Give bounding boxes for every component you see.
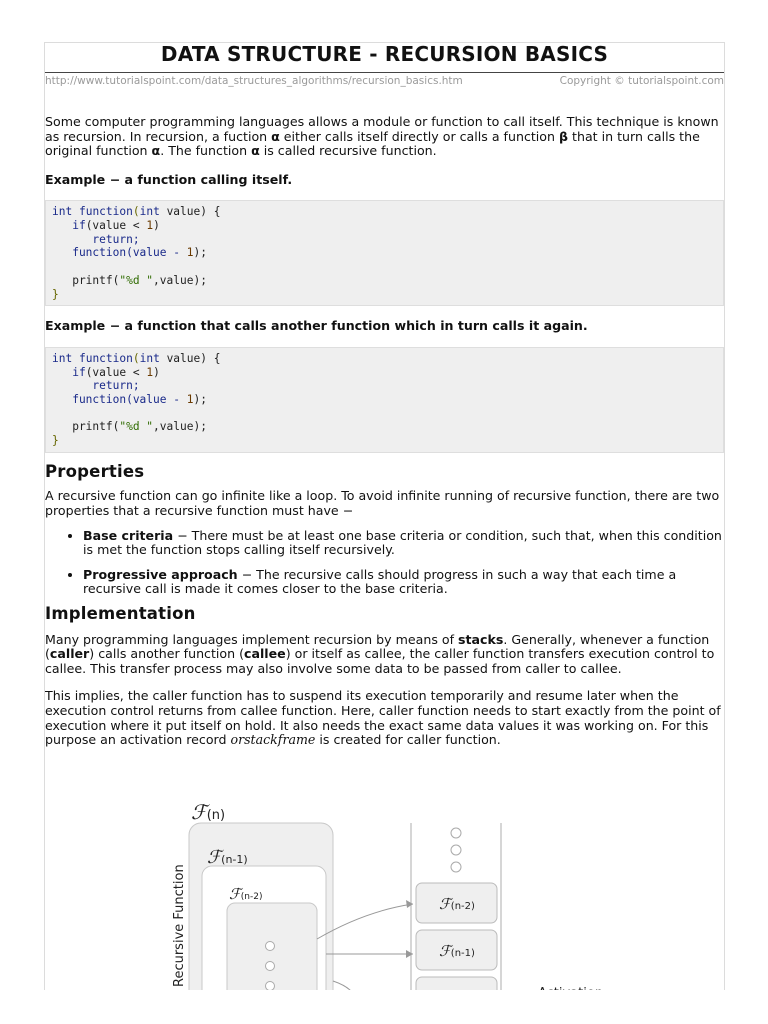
article-body (45, 115, 724, 748)
implementation-paragraph-1: Many programming languages implement recursion by means of stacks. Generally, whenever a function (caller) calls another function (callee) or itself as callee, the caller function transfers execution control to callee. This transfer process may also involve some data to be passed from caller to callee. (45, 631, 715, 676)
stack-frame-n (416, 977, 497, 990)
ellipsis-dot (266, 962, 275, 971)
list-item: • Base criteria − There must be at least one base criteria or condition, such that, when this condition is met the function stops calling itself recursively. (83, 529, 724, 558)
example1-label: Example − a function calling itself. (45, 171, 293, 187)
properties-text: A recursive function can go infinite like a loop. To avoid infinite running of recursive function, there are two properties that a recursive function must have − (45, 488, 720, 518)
stack-label-n-2: ℱ(n-2) (439, 895, 475, 913)
source-bar (45, 73, 724, 89)
arrow-to-frame-n (333, 981, 351, 990)
implementation-heading: Implementation (45, 603, 196, 623)
function-label-n-1: ℱ(n-1) (207, 847, 248, 868)
activation-label: Activation (538, 986, 604, 999)
implementation-paragraph-2: This implies, the caller function has to suspend its execution temporarily and resume later when the execution control returns from callee function. Here, caller function needs to start exactly from the point of execution where it put itself on hold. It also needs the exact same data values it was working on. For this purpose an activation record orstackframe is created for caller function. (45, 688, 721, 748)
recursion-stack-diagram (45, 789, 724, 999)
source-url[interactable]: http://www.tutorialspoint.com/data_structures_algorithms/recursion_basics.htm (45, 75, 463, 87)
function-label-n-2: ℱ(n-2) (229, 885, 263, 903)
ellipsis-dot (451, 845, 461, 855)
ellipsis-dot (266, 942, 275, 951)
copyright-text: Copyright © tutorialspoint.com (559, 75, 724, 87)
intro-paragraph: Some computer programming languages allows a module or function to call itself. This technique is known as recursion. In recursion, a fuction α either calls itself directly or calls a function β that in turn calls the original function α. The function α is called recursive function. (45, 114, 719, 159)
example1-code-block: int function(int value) { if(value < 1) return; function(value - 1); printf("%d ",value); } (45, 200, 724, 306)
example2-label: Example − a function that calls another function which in turn calls it again. (45, 318, 588, 334)
example2-code-block: int function(int value) { if(value < 1) return; function(value - 1); printf("%d ",value); } (45, 347, 724, 453)
properties-list (45, 529, 724, 597)
ellipsis-dot (451, 828, 461, 838)
recursive-function-label: Recursive Function (172, 864, 187, 987)
stack-label-n-1: ℱ(n-1) (439, 942, 475, 960)
document-page (44, 42, 725, 999)
function-label-n: ℱ(n) (191, 800, 226, 824)
list-item: • Progressive approach − The recursive calls should progress in such a way that each time a recursive call is made it comes closer to the base criteria. (83, 568, 724, 597)
arrowhead (406, 950, 413, 958)
arrowhead (406, 900, 413, 908)
properties-heading: Properties (45, 461, 145, 481)
page-title: DATA STRUCTURE - RECURSION BASICS (45, 43, 724, 73)
ellipsis-dot (451, 862, 461, 872)
ellipsis-dot (266, 982, 275, 991)
